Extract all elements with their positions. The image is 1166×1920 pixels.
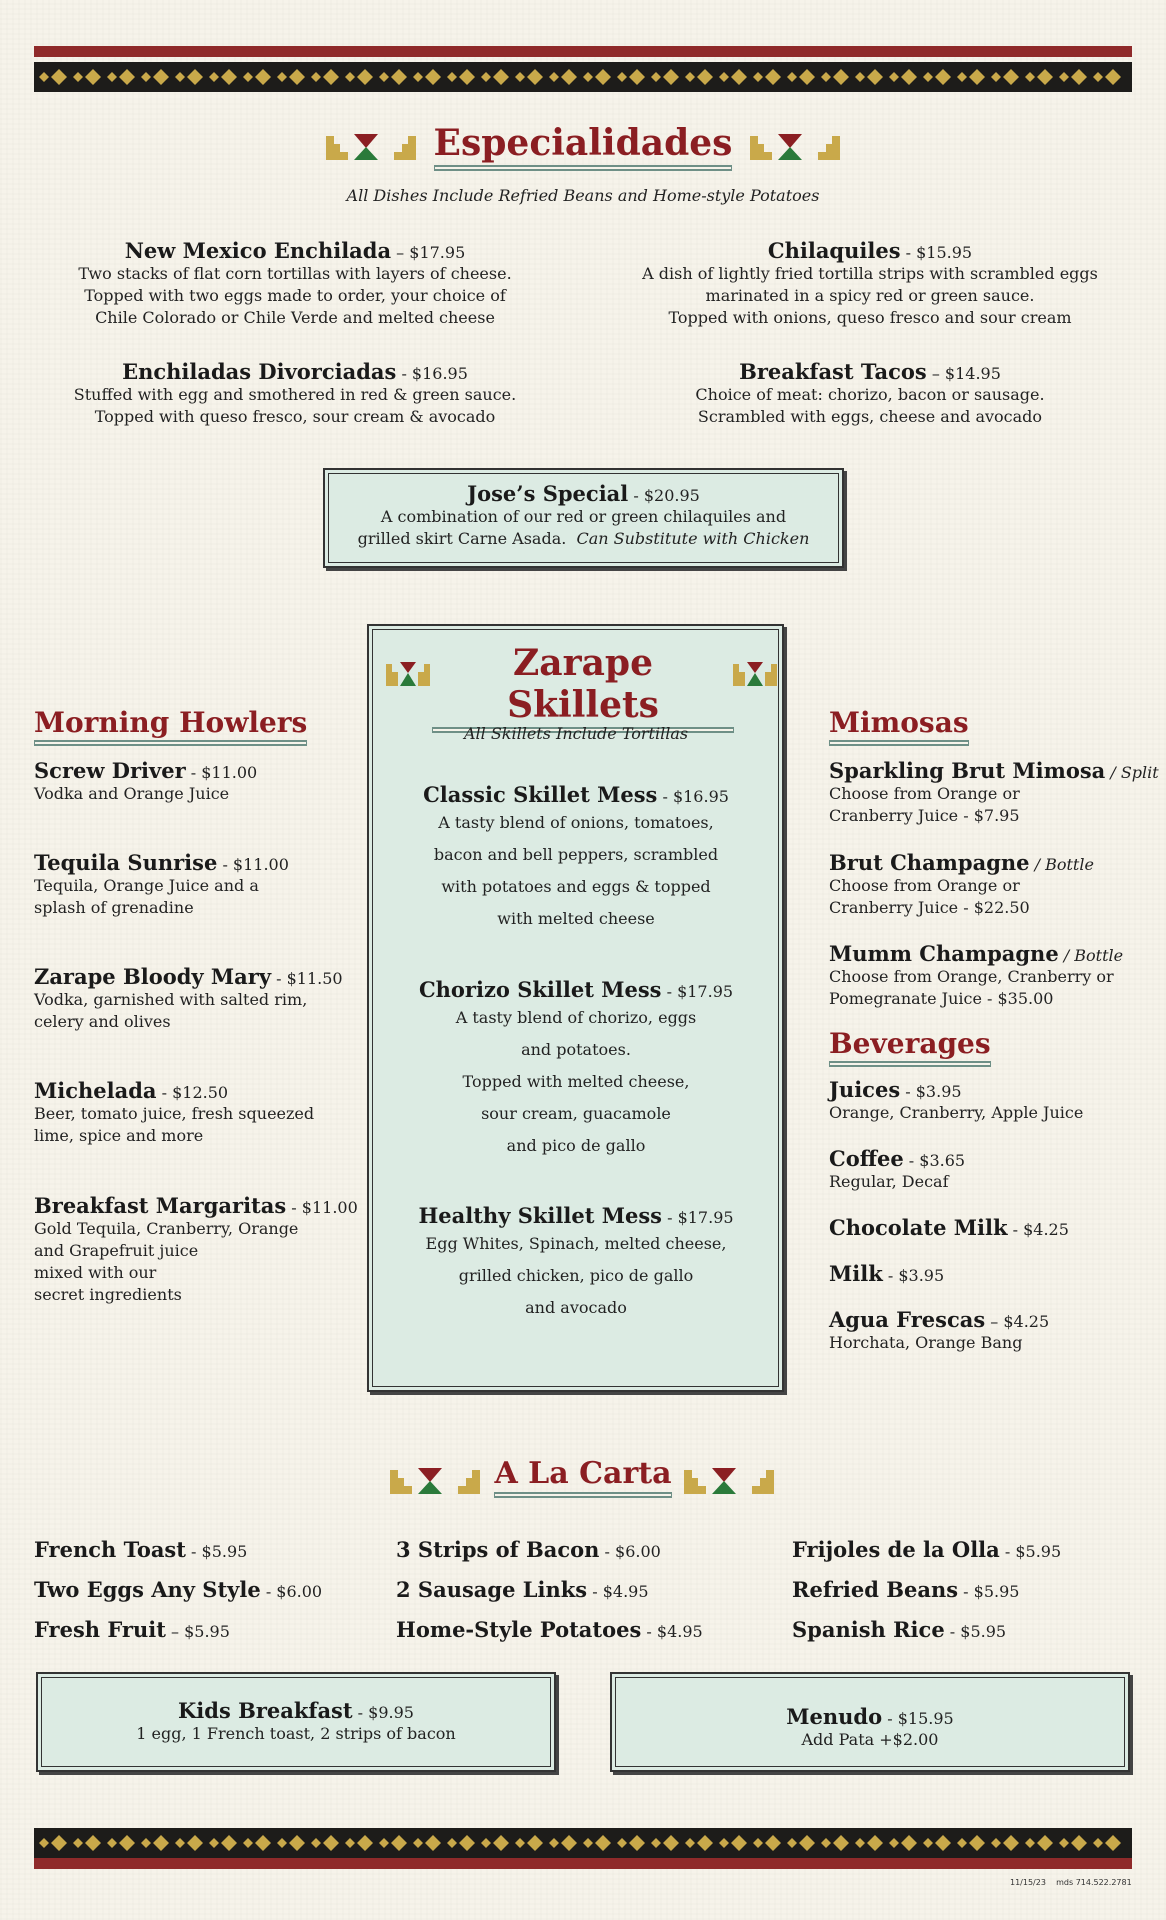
diamond-ornament-icon [561, 1835, 577, 1851]
alacarta-column [792, 1531, 1132, 1651]
diamond-ornament-icon [357, 1835, 373, 1851]
skillets-subtitle: All Skillets Include Tortillas [463, 724, 689, 743]
diamond-ornament-icon [187, 69, 203, 85]
diamond-ornament-icon [391, 1835, 407, 1851]
diamond-ornament-icon [923, 1838, 933, 1848]
menu-item: Breakfast Margaritas - $11.00 Gold Tequila, Cranberry, Orange and Grapefruit juice mixed with our secret ingredients [34, 1193, 358, 1304]
diamond-ornament-icon [969, 1835, 985, 1851]
alacarta-column [34, 1531, 364, 1651]
diamond-ornament-icon [1003, 1835, 1019, 1851]
diamond-ornament-icon [923, 72, 933, 82]
menu-item: Brut Champagne / Bottle Choose from Orange or Cranberry Juice - $22.50 [829, 850, 1094, 917]
menu-item: Tequila Sunrise - $11.00 Tequila, Orange Juice and a splash of grenadine [34, 850, 289, 917]
diamond-ornament-icon [323, 1835, 339, 1851]
menu-item: 3 Strips of Bacon - $6.00 [396, 1537, 661, 1562]
diamond-ornament-icon [357, 69, 373, 85]
beverages-title: Beverages [829, 1027, 991, 1063]
diamond-ornament-icon [1105, 69, 1121, 85]
diamond-ornament-icon [153, 1835, 169, 1851]
diamond-ornament-icon [889, 1838, 899, 1848]
diamond-ornament-icon [629, 69, 645, 85]
diamond-ornament-icon [425, 1835, 441, 1851]
diamond-ornament-icon [663, 69, 679, 85]
menu-item: Mumm Champagne / Bottle Choose from Orange, Cranberry or Pomegranate Juice - $35.00 [829, 941, 1124, 1008]
menu-item: Classic Skillet Mess - $16.95 A tasty blend of onions, tomatoes, bacon and bell peppers, scrambled with potatoes and eggs & topped with melted cheese [423, 782, 729, 928]
diamond-ornament-icon [799, 1835, 815, 1851]
diamond-ornament-icon [277, 1838, 287, 1848]
diamond-ornament-icon [583, 72, 593, 82]
diamond-ornament-icon [107, 72, 117, 82]
footer-credit: 11/15/23 mds 714.522.2781 [1010, 1878, 1132, 1887]
diamond-ornament-icon [799, 69, 815, 85]
menu-item: Home-Style Potatoes - $4.95 [396, 1617, 703, 1642]
menu-item: Chorizo Skillet Mess - $17.95 A tasty blend of chorizo, eggs and potatoes. Topped with melted cheese, sour cream, guacamole and pico de gallo [418, 977, 734, 1155]
diamond-ornament-icon [493, 1835, 509, 1851]
menu-item: Zarape Bloody Mary - $11.50 Vodka, garnished with salted rim, celery and olives [34, 964, 343, 1031]
alacarta-column [396, 1531, 776, 1651]
diamond-ornament-icon [617, 1838, 627, 1848]
diamond-ornament-icon [697, 69, 713, 85]
diamond-ornament-icon [425, 69, 441, 85]
diamond-ornament-icon [595, 69, 611, 85]
aztec-motif-icon [386, 656, 430, 686]
diamond-ornament-icon [345, 1838, 355, 1848]
diamond-ornament-icon [527, 69, 543, 85]
especialidades-title: Especialidades [420, 122, 746, 167]
diamond-ornament-icon [561, 69, 577, 85]
diamond-ornament-icon [719, 72, 729, 82]
diamond-ornament-icon [515, 1838, 525, 1848]
diamond-ornament-icon [243, 72, 253, 82]
aztec-motif-icon [390, 1464, 480, 1494]
diamond-ornament-icon [413, 1838, 423, 1848]
menu-item: Enchiladas Divorciadas - $16.95 Stuffed with egg and smothered in red & green sauce. Topped with queso fresco, sour cream & avocado [73, 359, 517, 426]
menu-item: Refried Beans - $5.95 [792, 1577, 1020, 1602]
skillets-title: Zarape Skillets [432, 642, 734, 729]
diamond-ornament-icon [685, 72, 695, 82]
menu-item: Chocolate Milk - $4.25 [829, 1215, 1069, 1240]
diamond-ornament-icon [391, 69, 407, 85]
menu-item: Juices - $3.95 Orange, Cranberry, Apple Juice [829, 1077, 1084, 1122]
menu-item: Breakfast Tacos – $14.95 Choice of meat: chorizo, bacon or sausage. Scrambled with eggs, cheese and avocado [695, 359, 1045, 426]
diamond-ornament-icon [153, 69, 169, 85]
diamond-ornament-icon [447, 72, 457, 82]
diamond-ornament-icon [889, 72, 899, 82]
diamond-ornament-icon [787, 1838, 797, 1848]
diamond-ornament-icon [685, 1838, 695, 1848]
diamond-ornament-icon [527, 1835, 543, 1851]
diamond-ornament-icon [379, 1838, 389, 1848]
aztec-motif-icon [733, 656, 777, 686]
alacarta-title: A La Carta [488, 1456, 678, 1494]
diamond-ornament-icon [51, 1835, 67, 1851]
bottom-diamond-border [34, 1828, 1132, 1858]
diamond-ornament-icon [595, 1835, 611, 1851]
diamond-ornament-icon [731, 1835, 747, 1851]
diamond-ornament-icon [459, 69, 475, 85]
diamond-ornament-icon [855, 72, 865, 82]
diamond-ornament-icon [85, 1835, 101, 1851]
aztec-motif-icon [684, 1464, 774, 1494]
menu-item: Agua Frescas – $4.25 Horchata, Orange Bang [829, 1307, 1050, 1352]
diamond-ornament-icon [1037, 1835, 1053, 1851]
diamond-ornament-icon [255, 69, 271, 85]
diamond-ornament-icon [323, 69, 339, 85]
diamond-ornament-icon [311, 72, 321, 82]
diamond-ornament-icon [447, 1838, 457, 1848]
diamond-ornament-icon [187, 1835, 203, 1851]
diamond-ornament-icon [1093, 72, 1103, 82]
diamond-ornament-icon [821, 1838, 831, 1848]
menu-item: Chilaquiles - $15.95 A dish of lightly fried tortilla strips with scrambled eggs marinated in a spicy red or green sauce. Topped with onions, queso fresco and sour cream [642, 238, 1098, 327]
diamond-ornament-icon [379, 72, 389, 82]
diamond-ornament-icon [277, 72, 287, 82]
menu-item: Spanish Rice - $5.95 [792, 1617, 1007, 1642]
diamond-ornament-icon [969, 69, 985, 85]
top-red-stripe [34, 46, 1132, 57]
diamond-ornament-icon [1025, 1838, 1035, 1848]
diamond-ornament-icon [753, 1838, 763, 1848]
diamond-ornament-icon [549, 72, 559, 82]
diamond-ornament-icon [719, 1838, 729, 1848]
menu-item: Fresh Fruit – $5.95 [34, 1617, 230, 1642]
diamond-ornament-icon [991, 1838, 1001, 1848]
diamond-ornament-icon [583, 1838, 593, 1848]
diamond-ornament-icon [85, 69, 101, 85]
menu-item: Coffee - $3.65 Regular, Decaf [829, 1146, 966, 1191]
diamond-ornament-icon [1059, 72, 1069, 82]
diamond-ornament-icon [481, 72, 491, 82]
diamond-ornament-icon [1071, 1835, 1087, 1851]
diamond-ornament-icon [107, 1838, 117, 1848]
diamond-ornament-icon [73, 1838, 83, 1848]
diamond-ornament-icon [141, 1838, 151, 1848]
menu-item: New Mexico Enchilada – $17.95 Two stacks of flat corn tortillas with layers of cheese. Topped with two eggs made to order, your choice of Chile Colorado or Chile Verde and melted cheese [78, 238, 512, 327]
diamond-ornament-icon [663, 1835, 679, 1851]
diamond-ornament-icon [39, 1838, 49, 1848]
diamond-ornament-icon [901, 1835, 917, 1851]
diamond-ornament-icon [651, 72, 661, 82]
menu-item: Frijoles de la Olla - $5.95 [792, 1537, 1062, 1562]
diamond-ornament-icon [821, 72, 831, 82]
diamond-ornament-icon [515, 72, 525, 82]
diamond-ornament-icon [855, 1838, 865, 1848]
jose-special-box: Jose’s Special - $20.95 A combination of our red or green chilaquiles and grilled skirt Carne Asada. Can Substitute with Chicken [323, 468, 844, 568]
diamond-ornament-icon [255, 1835, 271, 1851]
bottom-red-stripe [34, 1858, 1132, 1869]
diamond-ornament-icon [243, 1838, 253, 1848]
diamond-ornament-icon [119, 69, 135, 85]
mimosas-title: Mimosas [829, 706, 969, 742]
top-diamond-border [34, 62, 1132, 92]
diamond-ornament-icon [935, 1835, 951, 1851]
diamond-ornament-icon [141, 72, 151, 82]
diamond-ornament-icon [765, 69, 781, 85]
menu-item: French Toast - $5.95 [34, 1537, 248, 1562]
menu-item: Sparkling Brut Mimosa / Split Choose from Orange or Cranberry Juice - $7.95 [829, 758, 1159, 825]
menu-item: Two Eggs Any Style - $6.00 [34, 1577, 323, 1602]
menu-item: 2 Sausage Links - $4.95 [396, 1577, 649, 1602]
diamond-ornament-icon [1003, 69, 1019, 85]
diamond-ornament-icon [413, 72, 423, 82]
howlers-title: Morning Howlers [34, 706, 307, 742]
diamond-ornament-icon [617, 72, 627, 82]
diamond-ornament-icon [833, 1835, 849, 1851]
diamond-ornament-icon [901, 69, 917, 85]
diamond-ornament-icon [345, 72, 355, 82]
diamond-ornament-icon [957, 1838, 967, 1848]
diamond-ornament-icon [289, 1835, 305, 1851]
diamond-ornament-icon [175, 72, 185, 82]
diamond-ornament-icon [289, 69, 305, 85]
diamond-ornament-icon [51, 69, 67, 85]
diamond-ornament-icon [935, 69, 951, 85]
diamond-ornament-icon [209, 72, 219, 82]
diamond-ornament-icon [991, 72, 1001, 82]
diamond-ornament-icon [175, 1838, 185, 1848]
diamond-ornament-icon [753, 72, 763, 82]
aztec-motif-icon [326, 130, 416, 160]
menu-item: Milk - $3.95 [829, 1261, 945, 1286]
diamond-ornament-icon [73, 72, 83, 82]
diamond-ornament-icon [549, 1838, 559, 1848]
kids-breakfast-box: Kids Breakfast - $9.95 1 egg, 1 French toast, 2 strips of bacon [36, 1672, 556, 1772]
diamond-ornament-icon [697, 1835, 713, 1851]
diamond-ornament-icon [1071, 69, 1087, 85]
diamond-ornament-icon [221, 1835, 237, 1851]
aztec-motif-icon [750, 130, 840, 160]
diamond-ornament-icon [1025, 72, 1035, 82]
diamond-ornament-icon [39, 72, 49, 82]
diamond-ornament-icon [957, 72, 967, 82]
diamond-ornament-icon [119, 1835, 135, 1851]
diamond-ornament-icon [459, 1835, 475, 1851]
diamond-ornament-icon [1105, 1835, 1121, 1851]
menu-item: Healthy Skillet Mess - $17.95 Egg Whites, Spinach, melted cheese, grilled chicken, pico de gallo and avocado [418, 1203, 734, 1317]
diamond-ornament-icon [311, 1838, 321, 1848]
menu-item: Michelada - $12.50 Beer, tomato juice, fresh squeezed lime, spice and more [34, 1078, 315, 1145]
diamond-ornament-icon [629, 1835, 645, 1851]
diamond-ornament-icon [731, 69, 747, 85]
menu-item: Screw Driver - $11.00 Vodka and Orange Juice [34, 758, 258, 803]
diamond-ornament-icon [221, 69, 237, 85]
diamond-ornament-icon [833, 69, 849, 85]
diamond-ornament-icon [1059, 1838, 1069, 1848]
diamond-ornament-icon [209, 1838, 219, 1848]
diamond-ornament-icon [481, 1838, 491, 1848]
diamond-ornament-icon [867, 69, 883, 85]
diamond-ornament-icon [787, 72, 797, 82]
diamond-ornament-icon [493, 69, 509, 85]
especialidades-subtitle: All Dishes Include Refried Beans and Home-style Potatoes [346, 186, 820, 205]
diamond-ornament-icon [1037, 69, 1053, 85]
diamond-ornament-icon [765, 1835, 781, 1851]
diamond-ornament-icon [867, 1835, 883, 1851]
diamond-ornament-icon [651, 1838, 661, 1848]
menudo-box: Menudo - $15.95 Add Pata +$2.00 [610, 1672, 1130, 1772]
diamond-ornament-icon [1093, 1838, 1103, 1848]
